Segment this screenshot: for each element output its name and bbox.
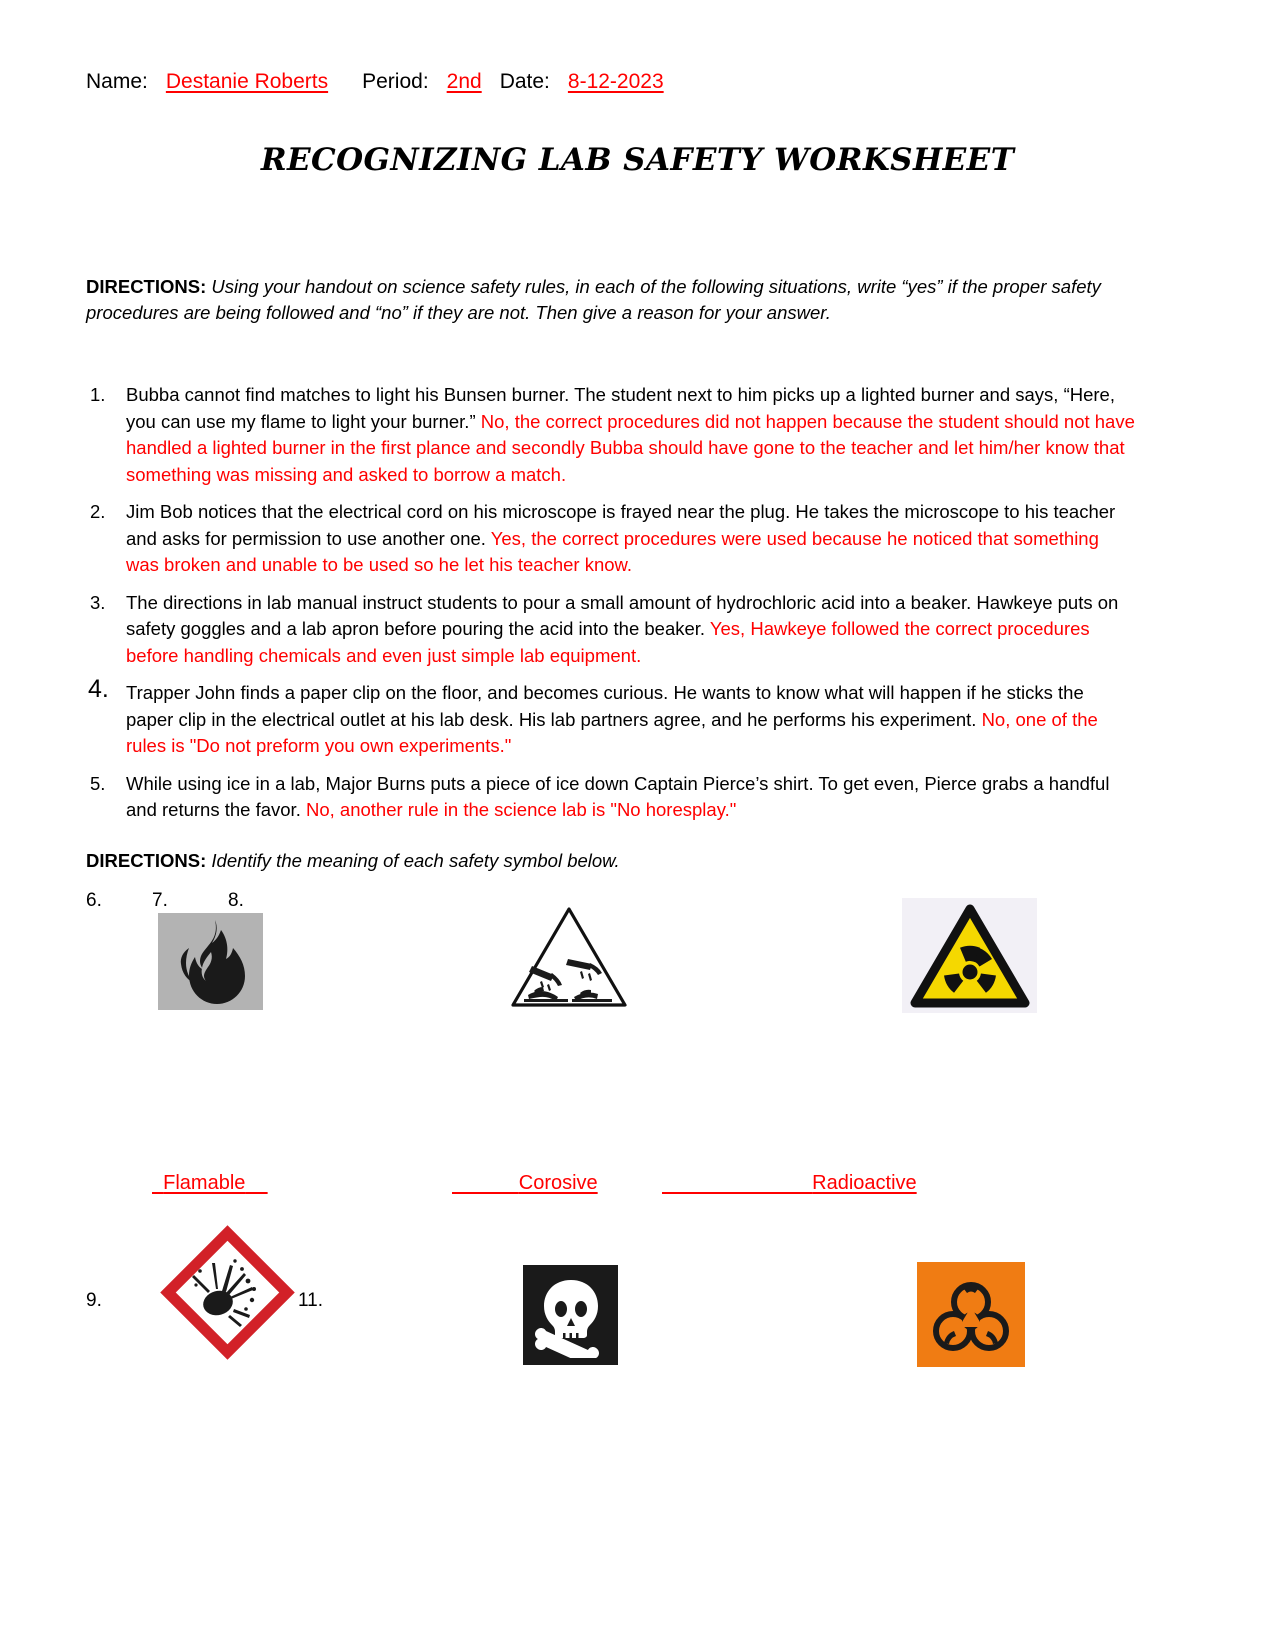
symbol-number-11: 11. xyxy=(298,1290,324,1311)
answer-word[interactable]: Corosive xyxy=(518,1172,598,1194)
answer-blank-trail xyxy=(245,1172,267,1194)
question-prompt: Jim Bob notices that the electrical cord on his microscope is frayed near the plug. He takes the microscope to his teacher and asks for permission to use another one. xyxy=(126,501,1116,549)
answer-radioactive[interactable] xyxy=(662,1172,917,1195)
directions-body-1: Using your handout on science safety rules, in each of the following situations, write “yes” if the proper safety procedures are being followed and “no” if they are not. Then give a reason for your answer. xyxy=(86,276,1101,323)
question-list xyxy=(86,382,1136,835)
question-item xyxy=(86,675,1136,760)
radioactive-trefoil-icon xyxy=(902,898,1037,1013)
question-answer[interactable]: Yes, the correct procedures were used because he noticed that something was broken and unable to be used so he let his teacher know. xyxy=(126,527,1099,575)
question-prompt: Bubba cannot find matches to light his Bunsen burner. The student next to him picks up a lighted burner and says, “Here, you can use my flame to light your burner.” xyxy=(126,384,1115,432)
exploding-bomb-icon xyxy=(160,1225,295,1360)
question-prompt: While using ice in a lab, Major Burns puts a piece of ice down Captain Pierce’s shirt. To get even, Pierce grabs a handful and returns the favor. xyxy=(126,772,1110,820)
question-number: 5. xyxy=(90,772,106,794)
date-value[interactable]: 8-12-2023 xyxy=(567,70,664,93)
name-label: Name: xyxy=(86,70,148,93)
question-item xyxy=(86,382,1136,488)
biohazard-icon xyxy=(917,1262,1025,1367)
question-number: 2. xyxy=(90,501,106,522)
question-number: 3. xyxy=(90,591,106,613)
answer-blank-lead xyxy=(662,1172,812,1194)
answer-blank-lead xyxy=(152,1172,163,1194)
flame-icon xyxy=(158,913,263,1010)
question-item xyxy=(86,590,1136,670)
student-info-header xyxy=(86,68,664,96)
directions-block-2 xyxy=(86,848,620,874)
period-label: Period: xyxy=(362,70,429,93)
directions-label-2: DIRECTIONS: xyxy=(86,850,207,871)
corrosive-hand-icon xyxy=(508,903,630,1011)
question-answer[interactable]: No, the correct procedures did not happen because the student should not have handled a lighted burner in the first plance and secondly Bubba should have gone to the teacher and let him/her know that something was missing and asked to borrow a match. xyxy=(126,410,1135,485)
directions-block-1 xyxy=(86,274,1126,326)
answer-word[interactable]: Radioactive xyxy=(812,1172,917,1194)
page-title: RECOGNIZING LAB SAFETY WORKSHEET xyxy=(260,142,1015,178)
symbol-number-6: 6. xyxy=(86,890,102,911)
skull-and-crossbones-icon xyxy=(523,1265,618,1365)
question-prompt: Trapper John finds a paper clip on the floor, and becomes curious. He wants to know what will happen if he sticks the paper clip in the electrical outlet at his lab desk. His lab partners agree, and he performs his experiment. xyxy=(126,682,1084,730)
question-number: 1. xyxy=(90,384,106,405)
question-answer[interactable]: No, one of the rules is "Do not preform you own experiments." xyxy=(126,708,1098,756)
period-value[interactable]: 2nd xyxy=(446,70,482,93)
symbol-number-9: 9. xyxy=(86,1290,102,1311)
answer-flammable[interactable] xyxy=(152,1172,268,1195)
question-item xyxy=(86,499,1136,579)
name-value[interactable]: Destanie Roberts xyxy=(165,70,329,93)
date-label: Date: xyxy=(499,70,550,93)
directions-label-1: DIRECTIONS: xyxy=(86,276,207,297)
question-prompt: The directions in lab manual instruct students to pour a small amount of hydrochloric acid into a beaker. Hawkeye puts on safety goggles and a lab apron before pouring the acid into the beaker. xyxy=(126,591,1119,639)
question-item xyxy=(86,771,1136,824)
directions-body-2: Identify the meaning of each safety symbol below. xyxy=(211,850,620,871)
answer-corrosive[interactable] xyxy=(452,1172,598,1195)
symbol-number-8: 8. xyxy=(228,890,244,911)
question-answer[interactable]: No, another rule in the science lab is "No horesplay." xyxy=(305,799,737,820)
answer-blank-lead xyxy=(452,1172,519,1194)
answer-word[interactable]: Flamable xyxy=(163,1172,246,1194)
question-answer[interactable]: Yes, Hawkeye followed the correct procedures before handling chemicals and even just simple lab equipment. xyxy=(126,618,1090,666)
symbol-number-7: 7. xyxy=(152,890,168,911)
question-number: 4. xyxy=(88,675,109,703)
